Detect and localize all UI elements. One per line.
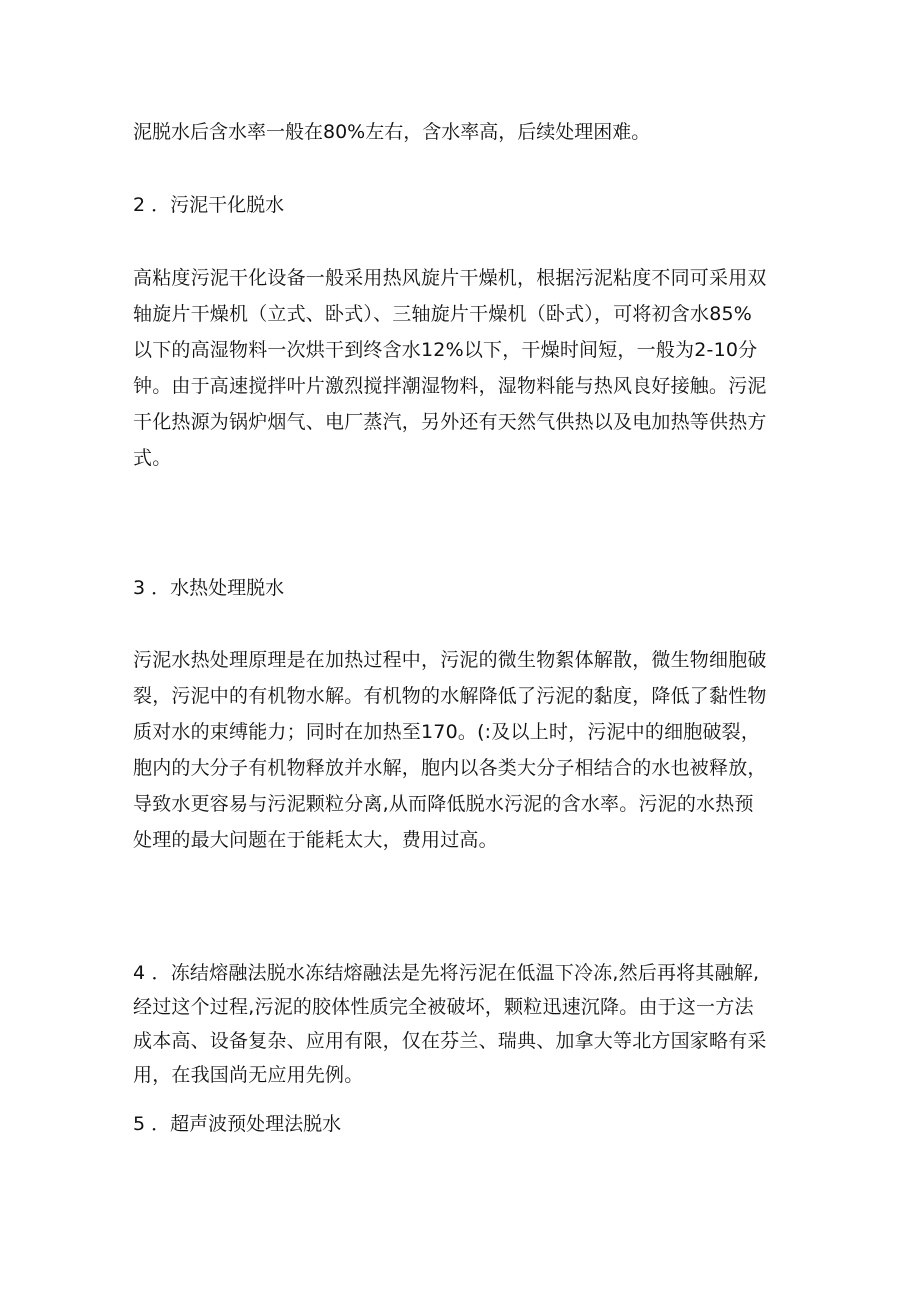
text-line: 高粘度污泥干化设备一般采用热风旋片干燥机，根据污泥粘度不同可采用双: [133, 267, 767, 289]
text-line: 4 ．冻结熔融法脱水冻结熔融法是先将污泥在低温下冷冻,然后再将其融解,: [133, 962, 760, 984]
section-2-heading: 2 ．污泥干化脱水: [133, 194, 285, 216]
text-line: 干化热源为锅炉烟气、电厂蒸汽，另外还有天然气供热以及电加热等供热方: [133, 411, 767, 433]
text-line: 经过这个过程,污泥的胶体性质完全被破坏，颗粒迅速沉降。由于这一方法: [133, 996, 754, 1018]
text-line: 成本高、设备复杂、应用有限，仅在芬兰、瑞典、加拿大等北方国家略有采: [133, 1030, 767, 1052]
text-line: 处理的最大问题在于能耗太大，费用过高。: [133, 829, 498, 851]
text-line: 以下的高湿物料一次烘干到终含水12%以下，干燥时间短，一般为2-10分: [133, 339, 758, 361]
text-line: 轴旋片干燥机（立式、卧式）、三轴旋片干燥机（卧式），可将初含水85%: [133, 303, 753, 325]
section-5-heading: 5 ．超声波预处理法脱水: [133, 1113, 342, 1135]
text-line: 钟。由于高速搅拌叶片激烈搅拌潮湿物料，湿物料能与热风良好接触。污泥: [133, 375, 767, 397]
section-3-heading: 3 ．水热处理脱水: [133, 577, 285, 599]
text-line: 质对水的束缚能力；同时在加热至170。(:及以上时，污泥中的细胞破裂，: [133, 721, 761, 743]
text-line: 裂，污泥中的有机物水解。有机物的水解降低了污泥的黏度，降低了黏性物: [133, 685, 767, 707]
intro-paragraph: [133, 114, 650, 150]
text-line: 胞内的大分子有机物释放并水解，胞内以各类大分子相结合的水也被释放，: [133, 757, 767, 779]
text-line: 污泥水热处理原理是在加热过程中，污泥的微生物絮体解散，微生物细胞破: [133, 649, 767, 671]
section-2-paragraph: [133, 260, 795, 476]
section-4-paragraph: [133, 956, 795, 1092]
text-line: 式。: [133, 447, 172, 469]
section-3-paragraph: [133, 642, 795, 858]
text-line: 用，在我国尚无应用先例。: [133, 1064, 364, 1086]
intro-line: 泥脱水后含水率一般在80%左右，含水率高，后续处理困难。: [133, 121, 651, 143]
text-line: 导致水更容易与污泥颗粒分离,从而降低脱水污泥的含水率。污泥的水热预: [133, 793, 754, 815]
